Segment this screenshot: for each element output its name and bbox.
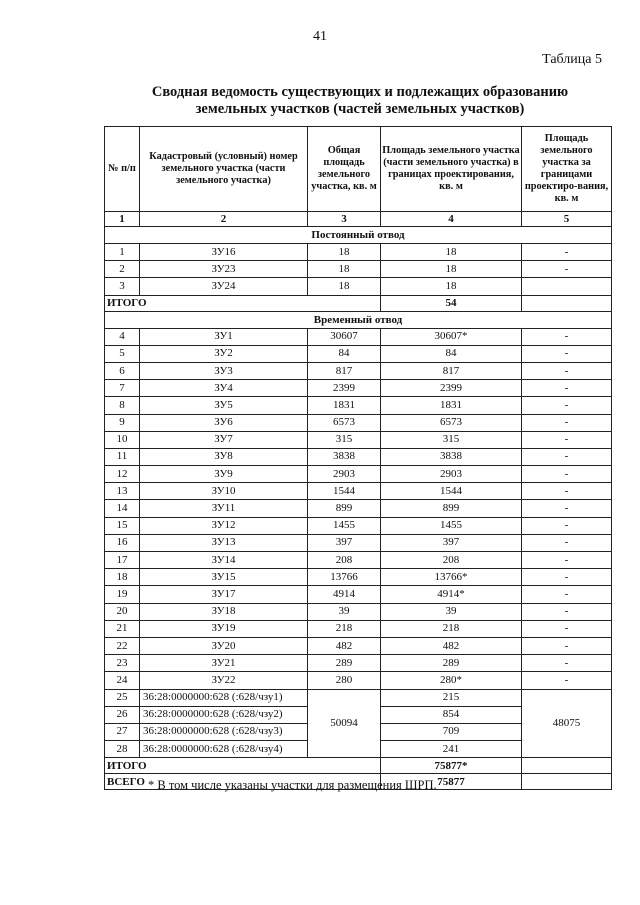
table-title: [100, 84, 620, 118]
area-inside: 397: [381, 534, 522, 551]
area-inside: 18: [381, 278, 522, 295]
row-number: 19: [105, 586, 140, 603]
area-outside: -: [522, 672, 612, 689]
temporary-table-row: [105, 672, 612, 689]
area-inside: 84: [381, 345, 522, 362]
temporary-table-row: [105, 328, 612, 345]
total-area: 1544: [308, 483, 381, 500]
area-inside: 18: [381, 244, 522, 261]
temporary-table-row: [105, 620, 612, 637]
column-number: 1: [105, 212, 140, 227]
area-outside: -: [522, 569, 612, 586]
temporary-total-outside: [522, 758, 612, 774]
temporary-table-row: [105, 345, 612, 362]
total-area: 3838: [308, 448, 381, 465]
area-outside: -: [522, 586, 612, 603]
row-number: 3: [105, 278, 140, 295]
grand-total-value: 75877: [381, 774, 522, 790]
row-number: 5: [105, 345, 140, 362]
temporary-table-row: [105, 586, 612, 603]
area-outside: -: [522, 534, 612, 551]
table-label: Таблица 5: [542, 52, 602, 67]
cadastral-number: ЗУ12: [140, 517, 308, 534]
area-outside: -: [522, 448, 612, 465]
cadastral-number: ЗУ23: [140, 261, 308, 278]
area-outside: -: [522, 637, 612, 654]
header-number: № п/п: [105, 127, 140, 212]
area-inside: 817: [381, 362, 522, 379]
row-number: 2: [105, 261, 140, 278]
area-inside: 218: [381, 620, 522, 637]
area-inside: 2399: [381, 380, 522, 397]
cadastral-number: ЗУ15: [140, 569, 308, 586]
group-total-area: 50094: [308, 689, 381, 758]
total-area: 84: [308, 345, 381, 362]
temporary-table-row: [105, 603, 612, 620]
temporary-table-row: [105, 569, 612, 586]
total-area: 1831: [308, 397, 381, 414]
header-cadastral-number: Кадастровый (условный) номер земельного участка (части земельного участка): [140, 127, 308, 212]
area-outside: -: [522, 500, 612, 517]
total-area: 482: [308, 637, 381, 654]
total-area: 18: [308, 261, 381, 278]
grand-total-outside: [522, 774, 612, 790]
temporary-table-row: [105, 448, 612, 465]
cadastral-number: 36:28:0000000:628 (:628/чзу3): [140, 723, 308, 740]
area-outside: -: [522, 620, 612, 637]
temporary-table-row: [105, 466, 612, 483]
area-inside: 1831: [381, 397, 522, 414]
area-inside: 39: [381, 603, 522, 620]
area-outside: -: [522, 380, 612, 397]
row-number: 13: [105, 483, 140, 500]
area-inside: 289: [381, 655, 522, 672]
cadastral-number: ЗУ3: [140, 362, 308, 379]
area-outside: -: [522, 362, 612, 379]
cadastral-number: ЗУ1: [140, 328, 308, 345]
column-number: 3: [308, 212, 381, 227]
header-row: [105, 127, 612, 212]
cadastral-number: ЗУ13: [140, 534, 308, 551]
total-area: 30607: [308, 328, 381, 345]
cadastral-number: ЗУ22: [140, 672, 308, 689]
row-number: 10: [105, 431, 140, 448]
total-area: 2399: [308, 380, 381, 397]
row-number: 1: [105, 244, 140, 261]
row-number: 22: [105, 637, 140, 654]
cadastral-number: ЗУ18: [140, 603, 308, 620]
cadastral-number: ЗУ24: [140, 278, 308, 295]
temporary-total-row: [105, 758, 612, 774]
cadastral-number: 36:28:0000000:628 (:628/чзу2): [140, 706, 308, 723]
total-area: 817: [308, 362, 381, 379]
cadastral-number: ЗУ16: [140, 244, 308, 261]
permanent-table-row: [105, 278, 612, 295]
cadastral-number: ЗУ14: [140, 552, 308, 569]
total-area: 289: [308, 655, 381, 672]
area-outside: -: [522, 552, 612, 569]
cadastral-number: 36:28:0000000:628 (:628/чзу4): [140, 741, 308, 758]
row-number: 11: [105, 448, 140, 465]
table-title-line-1: Сводная ведомость существующих и подлежащих образованию: [151, 84, 569, 100]
total-area: 6573: [308, 414, 381, 431]
area-outside: -: [522, 328, 612, 345]
permanent-total-row: [105, 295, 612, 311]
row-number: 12: [105, 466, 140, 483]
column-number-row: [105, 212, 612, 227]
page-number: 41: [313, 29, 327, 44]
total-area: 1455: [308, 517, 381, 534]
area-outside: -: [522, 483, 612, 500]
permanent-total-value: 54: [381, 295, 522, 311]
temporary-table-row: [105, 380, 612, 397]
temporary-table-row: [105, 534, 612, 551]
row-number: 17: [105, 552, 140, 569]
cadastral-number: ЗУ6: [140, 414, 308, 431]
row-number: 14: [105, 500, 140, 517]
area-inside: 30607*: [381, 328, 522, 345]
total-area: 218: [308, 620, 381, 637]
group-area-outside: 48075: [522, 689, 612, 758]
area-inside: 241: [381, 741, 522, 758]
row-number: 16: [105, 534, 140, 551]
area-inside: 280*: [381, 672, 522, 689]
cadastral-number: ЗУ8: [140, 448, 308, 465]
row-number: 28: [105, 741, 140, 758]
section-temporary-title: Временный отвод: [105, 311, 612, 328]
grouped-table-row: [105, 689, 612, 706]
area-inside: 899: [381, 500, 522, 517]
total-area: 18: [308, 278, 381, 295]
area-outside: -: [522, 603, 612, 620]
section-permanent-title: Постоянный отвод: [105, 227, 612, 244]
area-outside: -: [522, 431, 612, 448]
area-outside: -: [522, 517, 612, 534]
row-number: 8: [105, 397, 140, 414]
area-outside: -: [522, 345, 612, 362]
row-number: 20: [105, 603, 140, 620]
total-area: 280: [308, 672, 381, 689]
cadastral-number: 36:28:0000000:628 (:628/чзу1): [140, 689, 308, 706]
row-number: 27: [105, 723, 140, 740]
total-area: 397: [308, 534, 381, 551]
area-inside: 1544: [381, 483, 522, 500]
area-outside: -: [522, 261, 612, 278]
column-number: 4: [381, 212, 522, 227]
area-inside: 1455: [381, 517, 522, 534]
temporary-table-row: [105, 483, 612, 500]
row-number: 21: [105, 620, 140, 637]
row-number: 4: [105, 328, 140, 345]
area-outside: -: [522, 414, 612, 431]
area-inside: 315: [381, 431, 522, 448]
cadastral-number: ЗУ20: [140, 637, 308, 654]
area-inside: 3838: [381, 448, 522, 465]
cadastral-number: ЗУ21: [140, 655, 308, 672]
temporary-table-row: [105, 414, 612, 431]
total-area: 2903: [308, 466, 381, 483]
area-inside: 18: [381, 261, 522, 278]
row-number: 9: [105, 414, 140, 431]
total-area: 39: [308, 603, 381, 620]
area-inside: 208: [381, 552, 522, 569]
permanent-total-outside: [522, 295, 612, 311]
temporary-table-row: [105, 637, 612, 654]
area-inside: 215: [381, 689, 522, 706]
area-outside: -: [522, 397, 612, 414]
total-area: 13766: [308, 569, 381, 586]
column-number: 2: [140, 212, 308, 227]
column-number: 5: [522, 212, 612, 227]
total-area: 18: [308, 244, 381, 261]
cadastral-number: ЗУ19: [140, 620, 308, 637]
row-number: 18: [105, 569, 140, 586]
area-inside: 4914*: [381, 586, 522, 603]
total-area: 899: [308, 500, 381, 517]
row-number: 25: [105, 689, 140, 706]
area-inside: 854: [381, 706, 522, 723]
area-inside: 6573: [381, 414, 522, 431]
row-number: 7: [105, 380, 140, 397]
area-inside: 2903: [381, 466, 522, 483]
cadastral-number: ЗУ11: [140, 500, 308, 517]
cadastral-number: ЗУ2: [140, 345, 308, 362]
header-area-inside: Площадь земельного участка (части земельного участка) в границах проектирования, кв. м: [381, 127, 522, 212]
cadastral-number: ЗУ7: [140, 431, 308, 448]
cadastral-number: ЗУ10: [140, 483, 308, 500]
temporary-table-row: [105, 431, 612, 448]
temporary-table-row: [105, 552, 612, 569]
area-inside: 482: [381, 637, 522, 654]
temporary-table-row: [105, 517, 612, 534]
section-temporary-row: [105, 311, 612, 328]
footnote: * В том числе указаны участки для размещения ШРП.: [148, 778, 437, 792]
area-inside: 13766*: [381, 569, 522, 586]
temporary-total-value: 75877*: [381, 758, 522, 774]
permanent-total-label: ИТОГО: [105, 295, 381, 311]
temporary-total-label: ИТОГО: [105, 758, 381, 774]
table-title-line-2: земельных участков (частей земельных участков): [195, 101, 525, 117]
area-outside: -: [522, 655, 612, 672]
area-outside: -: [522, 244, 612, 261]
temporary-table-row: [105, 500, 612, 517]
header-total-area: Общая площадь земельного участка, кв. м: [308, 127, 381, 212]
header-area-outside: Площадь земельного участка за границами проектиро-вания, кв. м: [522, 127, 612, 212]
section-permanent-row: [105, 227, 612, 244]
total-area: 315: [308, 431, 381, 448]
row-number: 23: [105, 655, 140, 672]
cadastral-number: ЗУ4: [140, 380, 308, 397]
permanent-table-row: [105, 261, 612, 278]
grand-total-label: ВСЕГО: [105, 774, 381, 790]
area-outside: -: [522, 466, 612, 483]
row-number: 6: [105, 362, 140, 379]
temporary-table-row: [105, 362, 612, 379]
row-number: 26: [105, 706, 140, 723]
cadastral-number: ЗУ17: [140, 586, 308, 603]
total-area: 4914: [308, 586, 381, 603]
cadastral-number: ЗУ9: [140, 466, 308, 483]
area-outside: [522, 278, 612, 295]
row-number: 24: [105, 672, 140, 689]
temporary-table-row: [105, 397, 612, 414]
temporary-table-row: [105, 655, 612, 672]
permanent-table-row: [105, 244, 612, 261]
cadastral-number: ЗУ5: [140, 397, 308, 414]
area-inside: 709: [381, 723, 522, 740]
land-plots-table: [104, 126, 612, 790]
total-area: 208: [308, 552, 381, 569]
row-number: 15: [105, 517, 140, 534]
